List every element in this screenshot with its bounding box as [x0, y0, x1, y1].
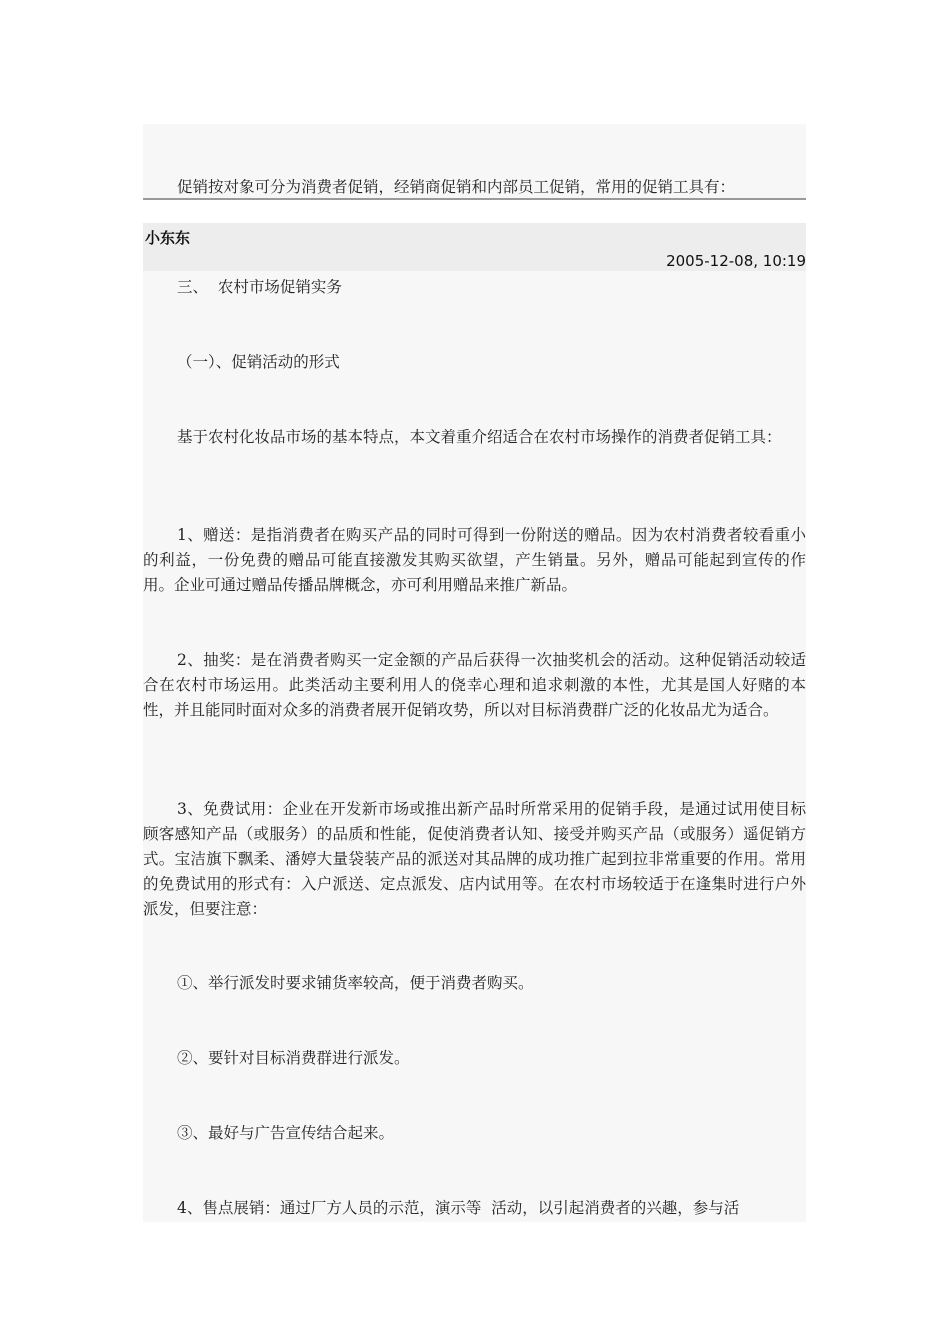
paragraph-free-trial: 3、免费试用：企业在开发新市场或推出新产品时所常采用的促销手段，是通过试用使目标顾客感知产品（或服务）的品质和性能，促使消费者认知、接受并购买产品（或服务）遥促销方式。宝洁旗下飘柔、潘婷大量袋装产品的派送对其品牌的成功推广起到拉非常重要的作用。常用的免费试用的形式有：入户派送、定点派发、店内试用等。在农村市场较适于在逢集时进行户外派发，但要注意： [143, 800, 806, 918]
paragraph-gift: 1、赠送：是指消费者在购买产品的同时可得到一份附送的赠品。因为农村消费者较看重小的利益，一份免费的赠品可能直接激发其购买欲望，产生销量。另外，赠品可能起到宣传的作用。企业可通过赠品传播品牌概念，亦可利用赠品来推广新品。 [143, 526, 806, 594]
post-header [143, 223, 806, 271]
post-author[interactable]: 小东东 [145, 229, 191, 247]
post-date: 2005-12-08, 10:19 [666, 252, 806, 270]
paragraph-lottery: 2、抽奖：是在消费者购买一定金额的产品后获得一次抽奖机会的活动。这种促销活动较适合在农村市场运用。此类活动主要利用人的侥幸心理和追求刺激的本性，尤其是国人好赌的本性，并且能同时面对众多的消费者展开促销攻势，所以对目标消费群广泛的化妆品尤为适合。 [143, 651, 806, 719]
post-divider [143, 198, 806, 200]
list-item-note-1: ①、举行派发时要求铺货率较高，便于消费者购买。 [177, 974, 534, 992]
paragraph-exhibition: 4、售点展销：通过厂方人员的示范，演示等 活动，以引起消费者的兴趣，参与活 [177, 1199, 740, 1217]
list-item-note-2: ②、要针对目标消费群进行派发。 [177, 1049, 410, 1067]
post-body [143, 271, 806, 1222]
paragraph-intro: 基于农村化妆品市场的基本特点，本文着重介绍适合在农村市场操作的消费者促销工具： [177, 428, 782, 446]
section-heading: 三、 农村市场促销实务 [177, 278, 342, 296]
subsection-heading: （一）、促销活动的形式 [177, 353, 340, 371]
intro-paragraph: 促销按对象可分为消费者促销，经销商促销和内部员工促销，常用的促销工具有： [177, 178, 736, 196]
previous-post-block [143, 124, 806, 198]
list-item-note-3: ③、最好与广告宣传结合起来。 [177, 1124, 395, 1142]
